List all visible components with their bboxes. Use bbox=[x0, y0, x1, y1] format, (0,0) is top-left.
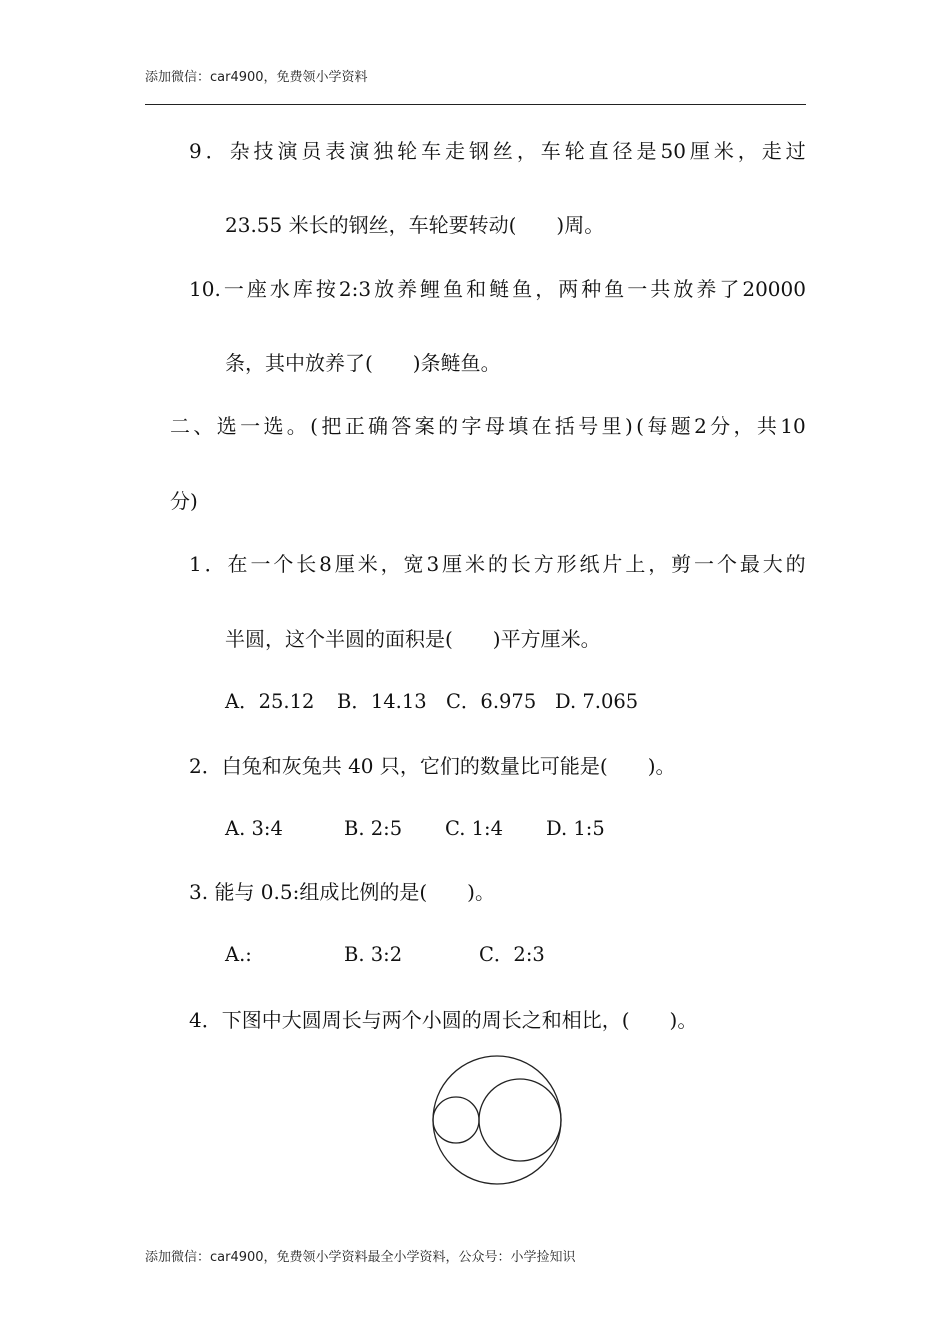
glyph: 确 bbox=[368, 414, 389, 438]
glyph: 放 bbox=[673, 277, 694, 301]
glyph: 大 bbox=[762, 552, 783, 576]
glyph: 题 bbox=[670, 414, 691, 438]
glyph: 种 bbox=[581, 277, 602, 301]
glyph: 纸 bbox=[579, 552, 600, 576]
glyph: 鱼 bbox=[604, 277, 625, 301]
glyph: 一 bbox=[627, 277, 648, 301]
s2q2-option-a: A. 3:4 bbox=[225, 817, 283, 840]
glyph: 共 bbox=[756, 414, 777, 438]
glyph: 鲤 bbox=[420, 277, 441, 301]
glyph: 9 bbox=[189, 139, 202, 163]
glyph: 了 bbox=[719, 277, 740, 301]
glyph: 的 bbox=[785, 552, 806, 576]
glyph: 的 bbox=[487, 552, 508, 576]
glyph: 分 bbox=[710, 414, 731, 438]
glyph: 走 bbox=[445, 139, 466, 163]
s2q3-option-b: B. 3:2 bbox=[344, 943, 403, 966]
glyph: 括 bbox=[554, 414, 575, 438]
glyph: ， bbox=[516, 139, 537, 163]
glyph: 字 bbox=[461, 414, 482, 438]
glyph: 的 bbox=[438, 414, 459, 438]
glyph: 1 bbox=[189, 552, 202, 576]
glyph: 放 bbox=[374, 277, 395, 301]
s2q1-option-d: D. 7.065 bbox=[555, 690, 639, 713]
s2q1-line2: 半圆，这个半圆的面积是( )平方厘米。 bbox=[225, 627, 601, 651]
s2q1-option-a: A．25.12 bbox=[225, 690, 315, 713]
glyph: 一 bbox=[694, 552, 715, 576]
glyph: 独 bbox=[373, 139, 394, 163]
glyph: 50 bbox=[660, 139, 686, 163]
glyph: 直 bbox=[588, 139, 609, 163]
glyph: 10 bbox=[780, 414, 806, 438]
glyph: ， bbox=[737, 139, 758, 163]
glyph: 员 bbox=[301, 139, 322, 163]
glyph: ． bbox=[204, 552, 225, 576]
glyph: ， bbox=[648, 552, 669, 576]
glyph: 最 bbox=[739, 552, 760, 576]
glyph: 米 bbox=[713, 139, 734, 163]
glyph: 、 bbox=[193, 414, 214, 438]
glyph: ． bbox=[205, 139, 226, 163]
glyph: 每 bbox=[647, 414, 668, 438]
glyph: 轮 bbox=[397, 139, 418, 163]
s2q3-line1: 3. 能与 0.5:组成比例的是( )。 bbox=[189, 880, 495, 904]
glyph: 一 bbox=[223, 277, 244, 301]
glyph: 。 bbox=[286, 414, 307, 438]
glyph: 和 bbox=[466, 277, 487, 301]
glyph: 鲢 bbox=[489, 277, 510, 301]
glyph: ， bbox=[380, 552, 401, 576]
glyph: 鱼 bbox=[512, 277, 533, 301]
glyph: 长 bbox=[510, 552, 531, 576]
glyph: 把 bbox=[321, 414, 342, 438]
glyph: 过 bbox=[785, 139, 806, 163]
glyph: 片 bbox=[602, 552, 623, 576]
glyph: 一 bbox=[250, 552, 271, 576]
glyph: 丝 bbox=[492, 139, 513, 163]
glyph: 答 bbox=[391, 414, 412, 438]
glyph: 选 bbox=[263, 414, 284, 438]
glyph: ) bbox=[625, 414, 633, 438]
glyph: 个 bbox=[716, 552, 737, 576]
s2q2-option-b: B. 2:5 bbox=[344, 817, 403, 840]
glyph: 厘 bbox=[689, 139, 710, 163]
glyph: 库 bbox=[292, 277, 313, 301]
glyph: 10. bbox=[189, 277, 221, 301]
glyph: 个 bbox=[273, 552, 294, 576]
glyph: 宽 bbox=[403, 552, 424, 576]
glyph: 座 bbox=[246, 277, 267, 301]
small-circle-left bbox=[433, 1097, 479, 1143]
s2q1-option-b: B．14.13 bbox=[337, 690, 427, 713]
glyph: 表 bbox=[325, 139, 346, 163]
glyph: 养 bbox=[397, 277, 418, 301]
glyph: 厘 bbox=[442, 552, 463, 576]
glyph: 母 bbox=[484, 414, 505, 438]
glyph: 案 bbox=[414, 414, 435, 438]
glyph: ( bbox=[310, 414, 318, 438]
large-circle bbox=[433, 1056, 561, 1184]
glyph: 正 bbox=[344, 414, 365, 438]
glyph: 上 bbox=[625, 552, 646, 576]
glyph: 米 bbox=[357, 552, 378, 576]
s2q2-line1: 2．白兔和灰兔共 40 只，它们的数量比可能是( )。 bbox=[189, 754, 676, 778]
section2-heading-cont: 分) bbox=[170, 489, 198, 513]
glyph: 填 bbox=[508, 414, 529, 438]
glyph: 长 bbox=[296, 552, 317, 576]
glyph: 演 bbox=[349, 139, 370, 163]
glyph: 剪 bbox=[671, 552, 692, 576]
glyph: ， bbox=[535, 277, 556, 301]
glyph: 方 bbox=[533, 552, 554, 576]
glyph: 车 bbox=[421, 139, 442, 163]
glyph: 形 bbox=[556, 552, 577, 576]
glyph: 车 bbox=[540, 139, 561, 163]
glyph: ( bbox=[636, 414, 644, 438]
glyph: 两 bbox=[558, 277, 579, 301]
q9-line2: 23.55 米长的钢丝，车轮要转动( )周。 bbox=[225, 213, 605, 237]
s2q3-option-a: A.: bbox=[225, 943, 252, 966]
page-footer: 添加微信：car4900，免费领小学资料最全小学资料，公众号：小学捡知识 bbox=[145, 1250, 576, 1265]
glyph: 杂 bbox=[229, 139, 250, 163]
glyph: 在 bbox=[531, 414, 552, 438]
glyph: 演 bbox=[277, 139, 298, 163]
glyph: 号 bbox=[578, 414, 599, 438]
glyph: 鱼 bbox=[443, 277, 464, 301]
glyph: 二 bbox=[170, 414, 190, 438]
glyph: 里 bbox=[601, 414, 622, 438]
glyph: 3 bbox=[426, 552, 440, 576]
glyph: ， bbox=[733, 414, 754, 438]
q10-line2: 条，其中放养了( )条鲢鱼。 bbox=[225, 351, 501, 375]
glyph: 共 bbox=[650, 277, 671, 301]
s2q2-option-d: D. 1:5 bbox=[546, 817, 605, 840]
glyph: 是 bbox=[636, 139, 657, 163]
glyph: 选 bbox=[216, 414, 237, 438]
glyph: 一 bbox=[240, 414, 261, 438]
glyph: 厘 bbox=[334, 552, 355, 576]
s2q4-line1: 4．下图中大圆周长与两个小圆的周长之和相比，( )。 bbox=[189, 1008, 698, 1032]
glyph: 2 bbox=[694, 414, 707, 438]
glyph: 养 bbox=[696, 277, 717, 301]
s2q2-option-c: C. 1:4 bbox=[445, 817, 504, 840]
glyph: 径 bbox=[612, 139, 633, 163]
glyph: 在 bbox=[227, 552, 248, 576]
glyph: 钢 bbox=[468, 139, 489, 163]
glyph: 走 bbox=[761, 139, 782, 163]
glyph: 轮 bbox=[564, 139, 585, 163]
glyph: 20000 bbox=[742, 277, 806, 301]
page-header: 添加微信：car4900，免费领小学资料 bbox=[145, 70, 368, 85]
glyph: 水 bbox=[269, 277, 290, 301]
small-circle-right bbox=[479, 1079, 561, 1161]
glyph: 米 bbox=[464, 552, 485, 576]
s2q3-option-c: C．2:3 bbox=[479, 943, 545, 966]
glyph: 按 bbox=[315, 277, 336, 301]
s2q1-option-c: C．6.975 bbox=[446, 690, 537, 713]
glyph: 2:3 bbox=[338, 277, 372, 301]
glyph: 8 bbox=[319, 552, 332, 576]
glyph: 技 bbox=[253, 139, 274, 163]
